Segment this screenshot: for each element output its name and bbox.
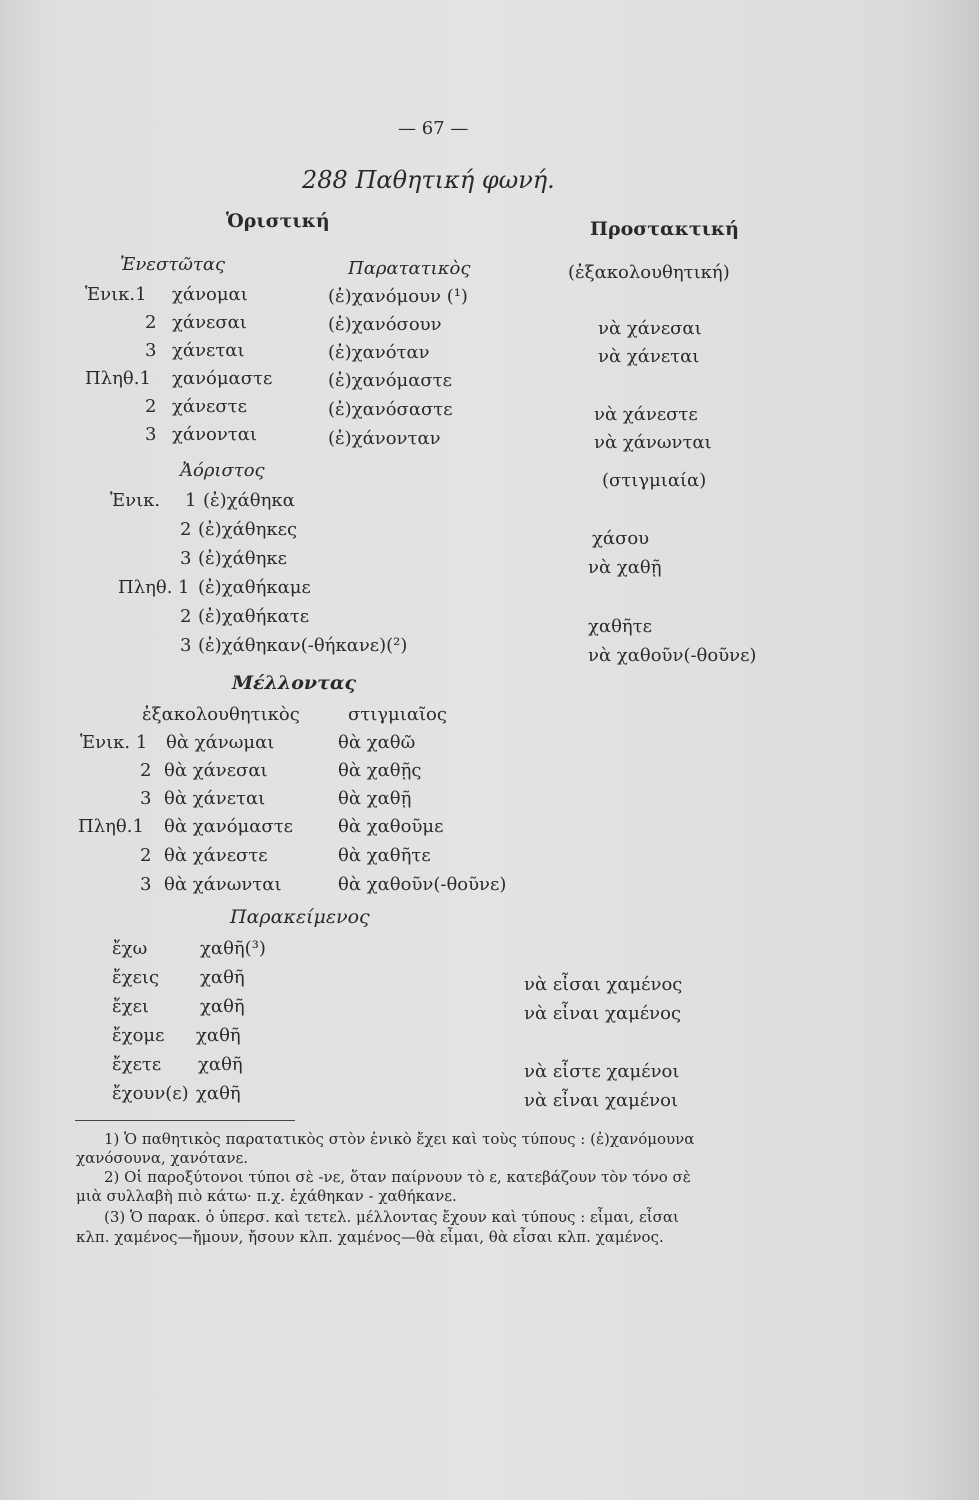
future-continuous-form: θὰ χάνεται	[164, 788, 266, 809]
present-form: χάνεσαι	[172, 312, 247, 333]
future-continuous-heading: ἐξακολουθητικὸς	[142, 704, 300, 725]
present-label: 3	[145, 340, 157, 361]
aorist-singular-label: Ἑνικ.	[110, 490, 161, 511]
perfect-imperative: νὰ εἶσαι χαμένος	[524, 974, 683, 995]
perfect-heading: Παρακείμενος	[230, 906, 370, 928]
footnote-1-line-1: 1) Ὁ παθητικὸς παρατατικὸς στὸν ἑνικὸ ἔχει καὶ τοὺς τύπους : (ἐ)χανόμουνα	[104, 1130, 695, 1148]
imperfect-form: (ἐ)χανόμουν (¹)	[328, 286, 468, 307]
perfect-form: χαθῆ(³)	[200, 938, 266, 959]
imperative-form: χαθῆτε	[588, 616, 652, 637]
aorist-num: 3	[180, 635, 192, 656]
aorist-form: (ἐ)χάθηκες	[198, 519, 298, 540]
future-label: Ἑνικ. 1	[80, 732, 148, 753]
present-label: 3	[145, 424, 157, 445]
present-form: χανόμαστε	[172, 368, 273, 389]
footnote-divider	[75, 1120, 295, 1121]
section-title: 288 Παθητική φωνή.	[302, 166, 555, 194]
footnote-2-line-1: 2) Οἱ παροξύτονοι τύποι σὲ -νε, ὅταν παίρνουν τὸ ε, κατεβάζουν τὸν τόνο σὲ	[104, 1168, 691, 1186]
imperfect-form: (ἐ)χανόσαστε	[328, 399, 453, 420]
imperative-form: νὰ χαθοῦν(-θοῦνε)	[588, 645, 757, 666]
perfect-auxiliary: ἔχει	[112, 996, 149, 1017]
future-momentary-form: θὰ χαθοῦμε	[338, 816, 444, 837]
footnote-2-line-2: μιὰ συλλαβὴ πιὸ κάτω· π.χ. ἐχάθηκαν - χαθήκανε.	[76, 1187, 457, 1205]
aorist-num: 2	[180, 606, 192, 627]
perfect-form: χαθῆ	[200, 996, 245, 1017]
future-momentary-form: θὰ χαθῆτε	[338, 845, 431, 866]
aorist-heading: Ἀόριστος	[180, 460, 265, 481]
future-momentary-form: θὰ χαθῇς	[338, 760, 422, 781]
present-heading: Ἐνεστῶτας	[120, 254, 226, 275]
footnote-1-line-2: χανόσουνα, χανότανε.	[76, 1149, 248, 1167]
perfect-form: χαθῆ	[196, 1025, 241, 1046]
future-momentary-form: θὰ χαθῇ	[338, 788, 412, 809]
future-continuous-form: θὰ χανόμαστε	[164, 816, 293, 837]
indicative-heading: Ὁριστική	[226, 210, 330, 232]
imperative-form: νὰ χαθῇ	[588, 557, 662, 578]
imperative-form: νὰ χάνεσαι	[598, 318, 702, 339]
aorist-num: 3	[180, 548, 192, 569]
imperative-form: χάσου	[592, 528, 650, 549]
imperfect-form: (ἐ)χάνονταν	[328, 428, 441, 449]
imperfect-form: (ἐ)χανόσουν	[328, 314, 442, 335]
imperative-form: νὰ χάνεται	[598, 346, 700, 367]
perfect-auxiliary: ἔχεις	[112, 967, 160, 988]
future-label: 2	[140, 760, 152, 781]
future-label: 2	[140, 845, 152, 866]
perfect-imperative: νὰ εἶναι χαμένοι	[524, 1090, 679, 1111]
present-label: Ἑνικ.1	[85, 284, 147, 305]
perfect-form: χαθῆ	[198, 1054, 243, 1075]
present-label: 2	[145, 312, 157, 333]
aorist-form: (ἐ)χάθηκα	[203, 490, 295, 511]
perfect-auxiliary: ἔχετε	[112, 1054, 162, 1075]
aorist-form: (ἐ)χάθηκαν(-θήκανε)(²)	[198, 635, 408, 656]
future-continuous-form: θὰ χάνωνται	[164, 874, 282, 895]
aorist-form: (ἐ)χαθήκαμε	[198, 577, 311, 598]
page-number: — 67 —	[398, 118, 469, 139]
perfect-auxiliary: ἔχω	[112, 938, 148, 959]
imperative-form: νὰ χάνωνται	[594, 432, 712, 453]
perfect-form: χαθῆ	[196, 1083, 241, 1104]
imperfect-form: (ἐ)χανόταν	[328, 342, 430, 363]
future-momentary-form: θὰ χαθοῦν(-θοῦνε)	[338, 874, 507, 895]
imperfect-heading: Παρατατικὸς	[348, 258, 471, 279]
aorist-form: (ἐ)χάθηκε	[198, 548, 287, 569]
future-continuous-form: θὰ χάνωμαι	[166, 732, 275, 753]
aorist-num: 1	[178, 577, 190, 598]
footnote-3-line-1: (3) Ὁ παρακ. ὁ ὑπερσ. καὶ τετελ. μέλλοντας ἔχουν καὶ τύπους : εἶμαι, εἶσαι	[104, 1208, 679, 1226]
imperative-heading: Προστακτική	[590, 218, 739, 240]
present-form: χάνεστε	[172, 396, 247, 417]
aorist-num: 2	[180, 519, 192, 540]
future-label: 3	[140, 874, 152, 895]
imperative-continuous-heading: (ἐξακολουθητική)	[568, 262, 730, 283]
perfect-form: χαθῆ	[200, 967, 245, 988]
present-label: 2	[145, 396, 157, 417]
future-continuous-form: θὰ χάνεσαι	[164, 760, 268, 781]
future-label: Πληθ.1	[78, 816, 144, 837]
imperative-momentary-heading: (στιγμιαία)	[602, 470, 707, 491]
perfect-auxiliary: ἔχουν(ε)	[112, 1083, 189, 1104]
perfect-imperative: νὰ εἶναι χαμένος	[524, 1003, 682, 1024]
present-form: χάνονται	[172, 424, 257, 445]
future-momentary-heading: στιγμιαῖος	[348, 704, 447, 725]
perfect-auxiliary: ἔχομε	[112, 1025, 165, 1046]
imperative-form: νὰ χάνεστε	[594, 404, 698, 425]
future-heading: Μέλλοντας	[232, 672, 357, 694]
future-continuous-form: θὰ χάνεστε	[164, 845, 268, 866]
footnote-3-line-2: κλπ. χαμένος—ἤμουν, ἤσουν κλπ. χαμένος—θὰ εἶμαι, θὰ εἶσαι κλπ. χαμένος.	[76, 1228, 664, 1246]
aorist-plural-label: Πληθ.	[118, 577, 173, 598]
present-form: χάνεται	[172, 340, 245, 361]
aorist-num: 1	[185, 490, 197, 511]
present-form: χάνομαι	[172, 284, 248, 305]
aorist-form: (ἐ)χαθήκατε	[198, 606, 310, 627]
future-momentary-form: θὰ χαθῶ	[338, 732, 416, 753]
imperfect-form: (ἐ)χανόμαστε	[328, 370, 452, 391]
future-label: 3	[140, 788, 152, 809]
present-label: Πληθ.1	[85, 368, 151, 389]
perfect-imperative: νὰ εἶστε χαμένοι	[524, 1061, 680, 1082]
